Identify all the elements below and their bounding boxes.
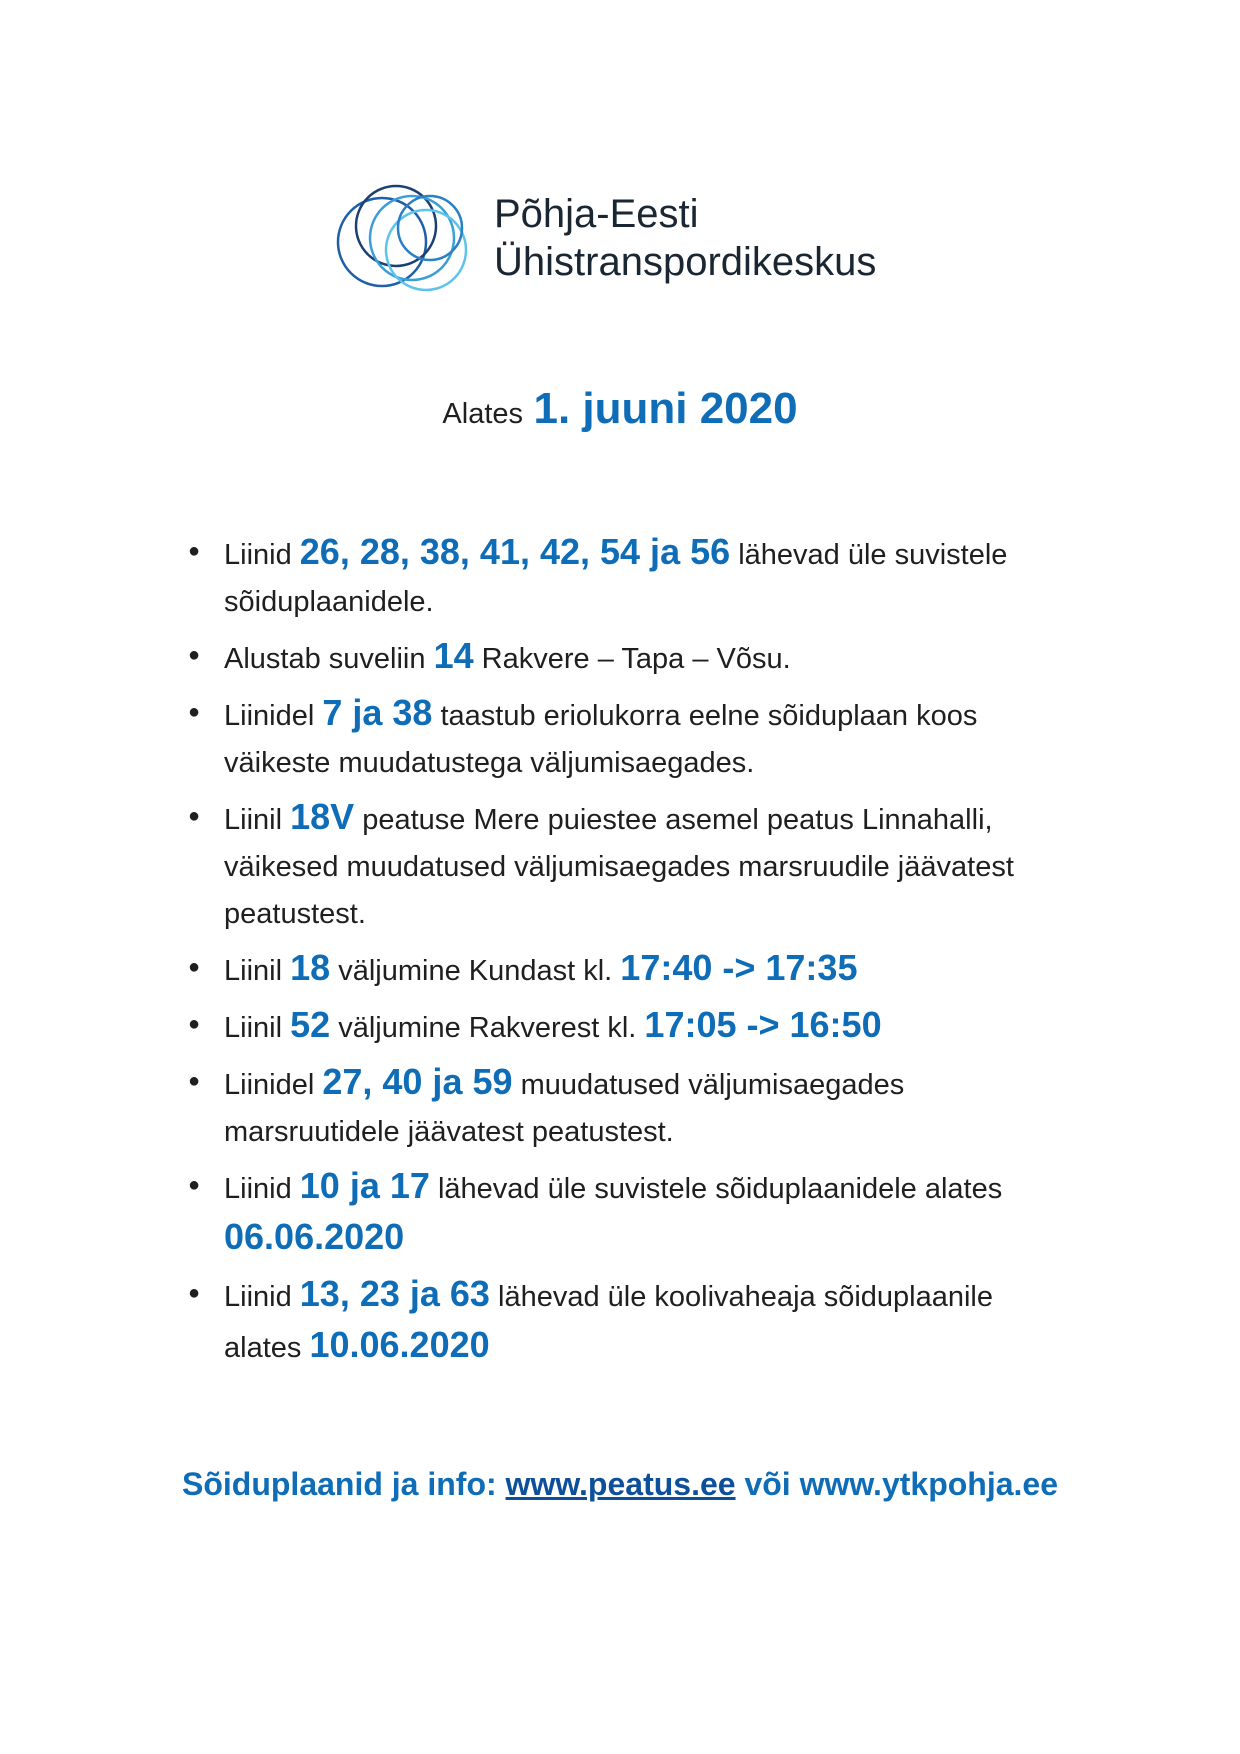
item-text: Liinil: [224, 955, 291, 987]
item-text: Liinid: [224, 1281, 300, 1313]
highlight-text: 7 ja 38: [322, 692, 433, 733]
list-item: [188, 944, 1074, 995]
ytkpohja-link[interactable]: www.ytkpohja.ee: [799, 1466, 1058, 1502]
list-item: [188, 1162, 1074, 1264]
effective-date-heading: [0, 384, 1240, 434]
highlight-text: 14: [433, 635, 474, 676]
highlight-text: 06.06.2020: [224, 1216, 405, 1257]
list-item: [188, 1058, 1074, 1156]
peatus-link[interactable]: www.peatus.ee: [505, 1466, 736, 1502]
item-text: Liinidel: [224, 1069, 323, 1101]
footer-middle: või: [735, 1466, 800, 1502]
item-text: peatuse Mere puiestee asemel peatus Linnahalli, väikesed muudatused väljumisaegades marsruudile jäävatest peatustest.: [224, 804, 1014, 930]
bullet-dot-icon: ●: [188, 540, 201, 562]
item-text: väljumine Rakverest kl.: [330, 1012, 645, 1044]
item-text: Alustab suveliin: [224, 643, 434, 675]
organization-logo: [330, 176, 910, 300]
highlight-text: 13, 23 ja 63: [299, 1273, 490, 1314]
item-text: muudatused väljumisaegades marsruutidele jäävatest peatustest.: [224, 1069, 905, 1148]
highlight-text: 52: [290, 1004, 331, 1045]
item-text: väljumine Kundast kl.: [330, 955, 621, 987]
bullet-dot-icon: ●: [188, 1282, 201, 1304]
list-item: [188, 1270, 1074, 1372]
item-text: lähevad üle suvistele sõiduplaanidele alates: [429, 1173, 1003, 1205]
item-text: Liinid: [224, 539, 300, 571]
route-changes-list: [188, 528, 1074, 1378]
list-item: [188, 528, 1074, 626]
bullet-dot-icon: ●: [188, 956, 201, 978]
bullet-dot-icon: ●: [188, 1174, 201, 1196]
bullet-dot-icon: ●: [188, 1013, 201, 1035]
bullet-dot-icon: ●: [188, 805, 201, 827]
item-text: Liinid: [224, 1173, 300, 1205]
item-text: lähevad üle koolivaheaja sõiduplaanile alates: [224, 1281, 993, 1364]
item-text: Liinidel: [224, 700, 323, 732]
highlight-text: 18V: [290, 796, 355, 837]
bullet-dot-icon: ●: [188, 644, 201, 666]
bullet-dot-icon: ●: [188, 701, 201, 723]
list-item: [188, 1001, 1074, 1052]
item-text: Liinil: [224, 1012, 291, 1044]
highlight-text: 18: [290, 947, 331, 988]
item-text: lähevad üle suvistele sõiduplaanidele.: [224, 539, 1008, 618]
footer-prefix: Sõiduplaanid ja info:: [182, 1466, 506, 1502]
headline-date: 1. juuni 2020: [533, 384, 798, 433]
logo-name-line2: Ühistranspordikeskus: [494, 240, 877, 284]
logo-name-line1: Põhja-Eesti: [494, 192, 699, 236]
list-item: [188, 632, 1074, 683]
highlight-text: 10.06.2020: [309, 1324, 490, 1365]
footer-info: [0, 1466, 1240, 1503]
item-text: Liinil: [224, 804, 291, 836]
highlight-text: 17:05 -> 16:50: [644, 1004, 882, 1045]
highlight-text: 26, 28, 38, 41, 42, 54 ja 56: [299, 531, 731, 572]
highlight-text: 27, 40 ja 59: [322, 1061, 513, 1102]
item-text: taastub eriolukorra eelne sõiduplaan koos väikeste muudatustega väljumisaegades.: [224, 700, 978, 779]
list-item: [188, 793, 1074, 938]
highlight-text: 17:40 -> 17:35: [620, 947, 858, 988]
bullet-dot-icon: ●: [188, 1070, 201, 1092]
headline-prefix: Alates: [442, 398, 524, 430]
item-text: Rakvere – Tapa – Võsu.: [473, 643, 791, 675]
highlight-text: 10 ja 17: [299, 1165, 430, 1206]
interlocking-circles-logo-icon: [330, 176, 480, 300]
list-item: [188, 689, 1074, 787]
